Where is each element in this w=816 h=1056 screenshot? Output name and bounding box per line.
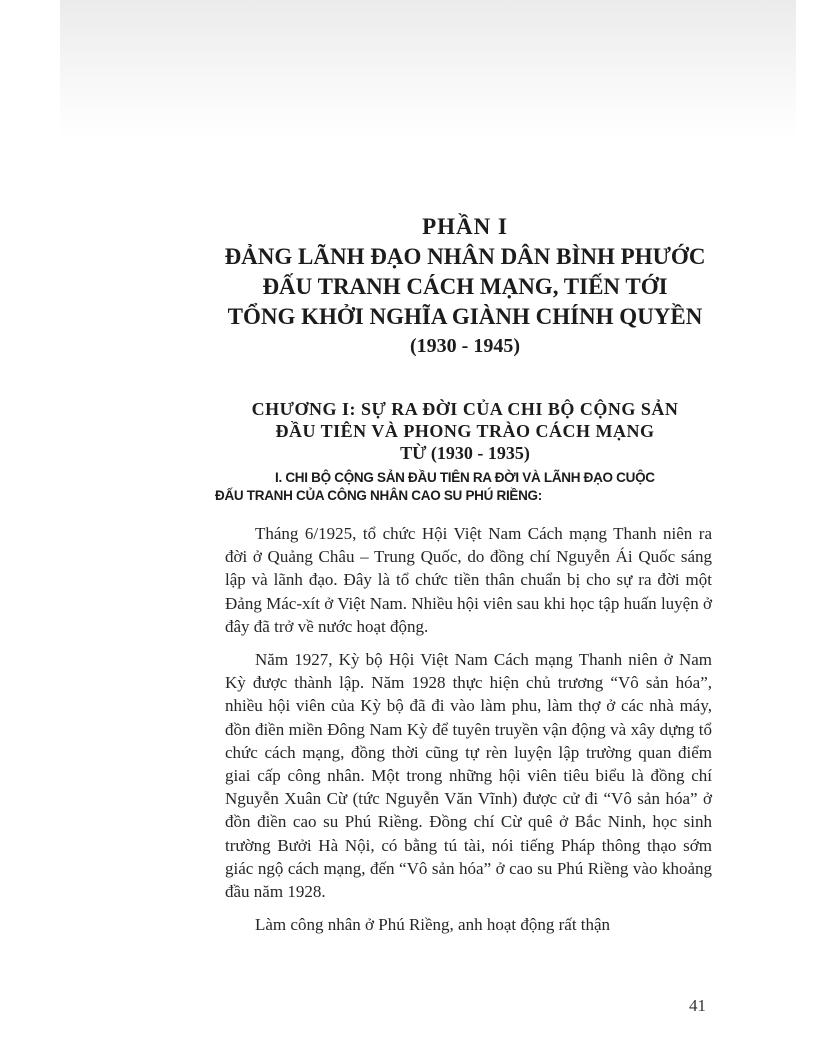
part-title: PHẦN I (422, 214, 508, 239)
paragraph: Tháng 6/1925, tổ chức Hội Việt Nam Cách mạng Thanh niên ra đời ở Quảng Châu – Trung Quốc, do đồng chí Nguyễn Ái Quốc sáng lập và lãnh đạo. Đây là tổ chức tiền thân chuẩn bị cho sự ra đời một Đảng Mác-xít ở Việt Nam. Nhiều hội viên sau khi học tập huấn luyện ở đây đã trở về nước hoạt động. (225, 524, 712, 636)
body-text (225, 522, 712, 946)
page-number: 41 (689, 996, 706, 1015)
part-years: (1930 - 1945) (410, 335, 520, 357)
chapter-title-line: ĐẦU TIÊN VÀ PHONG TRÀO CÁCH MẠNG (275, 421, 655, 441)
scan-shadow (60, 0, 796, 140)
paragraph: Làm công nhân ở Phú Riềng, anh hoạt động rất thận (255, 915, 611, 935)
paragraph: Năm 1927, Kỳ bộ Hội Việt Nam Cách mạng Thanh niên ở Nam Kỳ được thành lập. Năm 1928 thực hiện chủ trương “Vô sản hóa”, nhiều hội viên của Kỳ bộ đã đi vào làm phu, làm thợ ở các nhà máy, đồn điền miền Đông Nam Kỳ để tuyên truyền vận động và xây dựng tổ chức cách mạng, đồng thời cũng tự rèn luyện lập trường quan điểm giai cấp công nhân. Một trong những hội viên tiêu biểu là đồng chí Nguyễn Xuân Cừ (tức Nguyễn Văn Vĩnh) được cử đi “Vô sản hóa” ở đồn điền cao su Phú Riềng. Đồng chí Cừ quê ở Bắc Ninh, học sinh trường Bưởi Hà Nội, có bằng tú tài, nói tiếng Pháp thông thạo sớm giác ngộ cách mạng, đến “Vô sản hóa” ở cao su Phú Riềng vào khoảng đầu năm 1928. (225, 650, 712, 902)
part-subtitle-line: TỔNG KHỞI NGHĨA GIÀNH CHÍNH QUYỀN (227, 304, 703, 329)
section-heading-line: I. CHI BỘ CỘNG SẢN ĐẦU TIÊN RA ĐỜI VÀ LÃNH ĐẠO CUỘC (275, 470, 655, 485)
part-heading (200, 212, 730, 360)
section-heading (215, 469, 715, 505)
chapter-title-line: CHƯƠNG I: SỰ RA ĐỜI CỦA CHI BỘ CỘNG SẢN (251, 399, 679, 419)
section-heading-line: ĐẤU TRANH CỦA CÔNG NHÂN CAO SU PHÚ RIỀNG: (215, 488, 542, 503)
part-subtitle-line: ĐẤU TRANH CÁCH MẠNG, TIẾN TỚI (262, 274, 668, 299)
chapter-heading (220, 398, 710, 464)
chapter-years: TỪ (1930 - 1935) (400, 443, 530, 463)
part-subtitle-line: ĐẢNG LÃNH ĐẠO NHÂN DÂN BÌNH PHƯỚC (224, 244, 706, 269)
